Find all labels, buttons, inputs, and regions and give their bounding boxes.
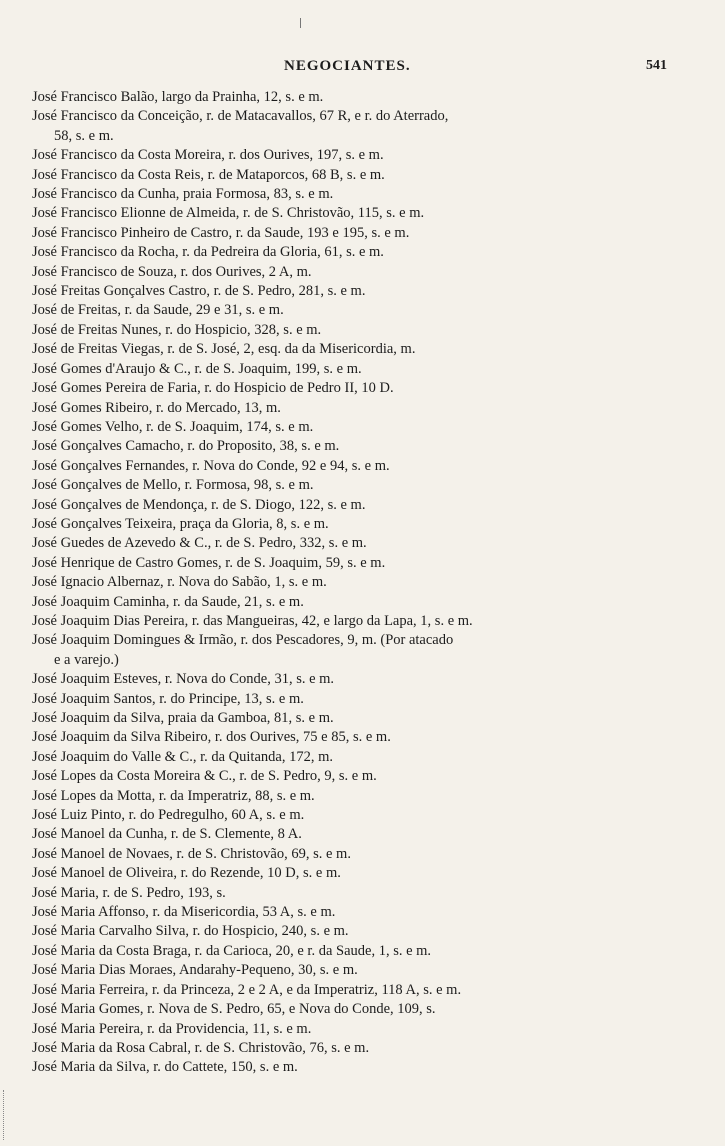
directory-entry: José Gonçalves Fernandes, r. Nova do Conde, 92 e 94, s. e m. bbox=[32, 457, 390, 474]
page-number: 541 bbox=[646, 58, 667, 73]
directory-entry: José Henrique de Castro Gomes, r. de S. Joaquim, 59, s. e m. bbox=[32, 554, 386, 571]
directory-entry: José Lopes da Motta, r. da Imperatriz, 88, s. e m. bbox=[32, 787, 315, 804]
directory-entry: José Gonçalves Teixeira, praça da Gloria, 8, s. e m. bbox=[32, 515, 329, 532]
directory-entry: José Freitas Gonçalves Castro, r. de S. Pedro, 281, s. e m. bbox=[32, 283, 366, 300]
directory-entry: José Maria da Rosa Cabral, r. de S. Christovão, 76, s. e m. bbox=[32, 1039, 370, 1056]
directory-list bbox=[32, 88, 692, 1078]
page-title: NEGOCIANTES. bbox=[284, 58, 411, 74]
directory-entry: José Gomes Velho, r. de S. Joaquim, 174, s. e m. bbox=[32, 418, 314, 435]
page-header bbox=[0, 58, 725, 80]
directory-entry-continuation: e a varejo.) bbox=[54, 651, 119, 668]
directory-entry: José Francisco da Costa Moreira, r. dos Ourives, 197, s. e m. bbox=[32, 147, 384, 164]
directory-entry: José Joaquim da Silva, praia da Gamboa, 81, s. e m. bbox=[32, 710, 334, 726]
directory-entry: José Joaquim Santos, r. do Principe, 13, s. e m. bbox=[32, 690, 304, 707]
directory-entry: José Francisco da Costa Reis, r. de Mataporcos, 68 B, s. e m. bbox=[32, 166, 385, 183]
directory-entry: José Joaquim Caminha, r. da Saude, 21, s. e m. bbox=[32, 593, 304, 610]
directory-entry: José Francisco Elionne de Almeida, r. de S. Christovão, 115, s. e m. bbox=[32, 205, 425, 222]
directory-entry: José Francisco da Conceição, r. de Matacavallos, 67 R, e r. do Aterrado, bbox=[32, 108, 449, 125]
directory-entry: José Francisco da Cunha, praia Formosa, 83, s. e m. bbox=[32, 186, 334, 203]
directory-entry: José Manoel de Novaes, r. de S. Christovão, 69, s. e m. bbox=[32, 845, 351, 862]
directory-entry: José Maria Affonso, r. da Misericordia, 53 A, s. e m. bbox=[32, 904, 336, 921]
directory-entry: José Guedes de Azevedo & C., r. de S. Pedro, 332, s. e m. bbox=[32, 535, 367, 552]
directory-entry: José Manoel de Oliveira, r. do Rezende, 10 D, s. e m. bbox=[32, 865, 341, 882]
directory-entry: José Maria Carvalho Silva, r. do Hospicio, 240, s. e m. bbox=[32, 923, 349, 940]
directory-entry: José de Freitas, r. da Saude, 29 e 31, s. e m. bbox=[32, 302, 284, 319]
directory-entry: José Maria da Silva, r. do Cattete, 150, s. e m. bbox=[32, 1059, 298, 1076]
directory-entry: José Gonçalves de Mendonça, r. de S. Diogo, 122, s. e m. bbox=[32, 496, 366, 513]
directory-entry: José Gomes d'Araujo & C., r. de S. Joaquim, 199, s. e m. bbox=[32, 360, 362, 377]
directory-entry: José Luiz Pinto, r. do Pedregulho, 60 A, s. e m. bbox=[32, 807, 305, 824]
directory-entry-continuation: 58, s. e m. bbox=[54, 127, 114, 144]
directory-entry: José de Freitas Nunes, r. do Hospicio, 328, s. e m. bbox=[32, 321, 322, 338]
directory-entry: José Francisco de Souza, r. dos Ourives, 2 A, m. bbox=[32, 263, 312, 280]
directory-entry: José Joaquim Domingues & Irmão, r. dos Pescadores, 9, m. (Por atacado bbox=[32, 632, 454, 649]
directory-entry: José Manoel da Cunha, r. de S. Clemente, 8 A. bbox=[32, 826, 302, 843]
directory-entry: José Gonçalves de Mello, r. Formosa, 98, s. e m. bbox=[32, 477, 314, 494]
directory-entry: José Joaquim do Valle & C., r. da Quitanda, 172, m. bbox=[32, 748, 333, 765]
directory-entry: José de Freitas Viegas, r. de S. José, 2, esq. da da Misericordia, m. bbox=[32, 341, 416, 358]
directory-entry: José Joaquim Esteves, r. Nova do Conde, 31, s. e m. bbox=[32, 671, 335, 688]
print-mark bbox=[300, 18, 301, 28]
directory-entry: José Maria Ferreira, r. da Princeza, 2 e 2 A, e da Imperatriz, 118 A, s. e m. bbox=[32, 981, 462, 998]
directory-entry: José Gomes Pereira de Faria, r. do Hospicio de Pedro II, 10 D. bbox=[32, 380, 394, 397]
directory-entry: José Gomes Ribeiro, r. do Mercado, 13, m. bbox=[32, 399, 281, 416]
directory-entry: José Ignacio Albernaz, r. Nova do Sabão, 1, s. e m. bbox=[32, 574, 327, 591]
directory-entry: José Francisco Pinheiro de Castro, r. da Saude, 193 e 195, s. e m. bbox=[32, 224, 410, 241]
margin-marks bbox=[3, 1090, 7, 1140]
directory-entry: José Francisco da Rocha, r. da Pedreira da Gloria, 61, s. e m. bbox=[32, 244, 384, 261]
directory-entry: José Joaquim da Silva Ribeiro, r. dos Ourives, 75 e 85, s. e m. bbox=[32, 729, 391, 746]
directory-entry: José Maria, r. de S. Pedro, 193, s. bbox=[32, 884, 226, 901]
directory-entry: José Maria Dias Moraes, Andarahy-Pequeno, 30, s. e m. bbox=[32, 962, 358, 979]
directory-entry: José Lopes da Costa Moreira & C., r. de S. Pedro, 9, s. e m. bbox=[32, 768, 377, 785]
directory-entry: José Maria Pereira, r. da Providencia, 11, s. e m. bbox=[32, 1020, 312, 1037]
directory-entry: José Maria da Costa Braga, r. da Carioca, 20, e r. da Saude, 1, s. e m. bbox=[32, 942, 432, 959]
directory-entry: José Gonçalves Camacho, r. do Proposito, 38, s. e m. bbox=[32, 438, 340, 455]
directory-entry: José Joaquim Dias Pereira, r. das Mangueiras, 42, e largo da Lapa, 1, s. e m. bbox=[32, 612, 473, 629]
directory-entry: José Francisco Balão, largo da Prainha, 12, s. e m. bbox=[32, 89, 324, 105]
directory-entry: José Maria Gomes, r. Nova de S. Pedro, 65, e Nova do Conde, 109, s. bbox=[32, 1001, 436, 1018]
